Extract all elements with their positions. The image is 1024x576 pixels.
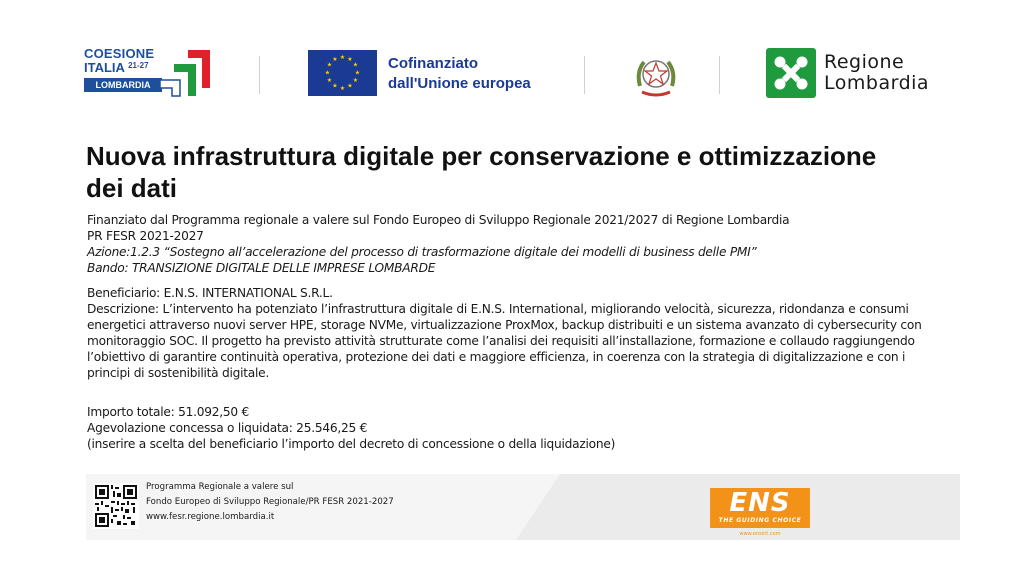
coesione-line2: ITALIA $^{21-27}$ [84,60,149,75]
project-info [87,285,967,381]
page-title: Nuova infrastruttura digitale per conservazione e ottimizzazione dei dati [86,141,877,203]
eu-caption: Cofinanziato dall'Unione europea [388,55,531,92]
svg-text:★: ★ [354,69,361,77]
svg-text:★: ★ [352,77,359,84]
qr-code-icon[interactable] [93,483,139,529]
separator [584,56,585,94]
svg-text:★: ★ [326,77,333,84]
ens-tagline: THE GUIDING CHOICE [718,517,802,524]
coesione-region: LOMBARDIA [84,78,162,92]
svg-text:★: ★ [332,56,338,63]
azione-line: Azione:1.2.3 “Sostegno all’accelerazione del processo di trasformazione digitale dei modelli di business delle PMI” [87,245,757,259]
amount-note: (inserire a scelta del beneficiario l’importo del decreto di concessione o della liquidazione) [87,437,616,451]
svg-text:★: ★ [332,82,338,90]
footer-line2: Fondo Europeo di Sviluppo Regionale/PR FESR 2021-2027 [146,497,394,507]
eu-flag-icon [308,50,377,96]
regione-lombardia-logo [766,48,966,100]
ens-url: www.ensint.com [739,531,781,537]
ens-logo [710,488,810,538]
separator [259,56,260,94]
svg-text:★: ★ [347,82,353,90]
italian-republic-emblem-icon [632,50,680,100]
svg-text:★: ★ [326,61,333,69]
footer-text [146,480,394,525]
funding-line: Finanziato dal Programma regionale a valere sul Fondo Europeo di Sviluppo Regionale 2021/2027 di Regione Lombardia [87,213,790,227]
description-paragraph: Descrizione: L’intervento ha potenziato l’infrastruttura digitale di E.N.S. International, migliorando velocità, sicurezza, ridondanza e consumi energetici attraverso nuovi server HPE, storage NVMe, virtualizzazione ProxMox, backup distribuiti e un sistema avanzato di cybersecurity con monitoraggio SOC. Il progetto ha previsto attività strutturate come l’analisi dei requisiti all’installazione, formazione e collaudo raggiungendo l’obiettivo di garantire continuità operativa, protezione dei dati e maggiore efficienza, in coerenza con la strategia di digitalizzazione e con i principi di sostenibilità digitale. [87,302,922,380]
svg-text:★: ★ [324,69,331,77]
svg-text:★: ★ [347,56,353,63]
svg-text:★: ★ [339,54,346,61]
beneficiary-line: Beneficiario: E.N.S. INTERNATIONAL S.R.L. [87,286,333,300]
logo-bar [0,0,1024,120]
lombardia-caption: Regione Lombardia [824,51,930,94]
coesione-chevron-icon [160,48,212,98]
svg-text:★: ★ [352,61,359,69]
coesione-line1: COESIONE [84,46,155,61]
footer-line1: Programma Regionale a valere sul [146,482,294,492]
total-amount: Importo totale: 51.092,50 € [87,405,250,419]
eu-cofinanced-logo [308,50,548,98]
footer-url[interactable]: www.fesr.regione.lombardia.it [146,512,275,522]
ens-logo-name: ENS [729,488,791,518]
amounts-info [87,404,967,452]
funding-info [87,212,967,276]
separator [719,56,720,94]
programme-line: PR FESR 2021-2027 [87,229,204,243]
granted-amount: Agevolazione concessa o liquidata: 25.546,25 € [87,421,368,435]
coesione-italia-logo [84,46,214,100]
svg-text:★: ★ [339,85,346,92]
footer-band [86,474,960,540]
bando-line: Bando: TRANSIZIONE DIGITALE DELLE IMPRESE LOMBARDE [87,261,436,275]
lombardia-rose-icon [766,48,816,98]
